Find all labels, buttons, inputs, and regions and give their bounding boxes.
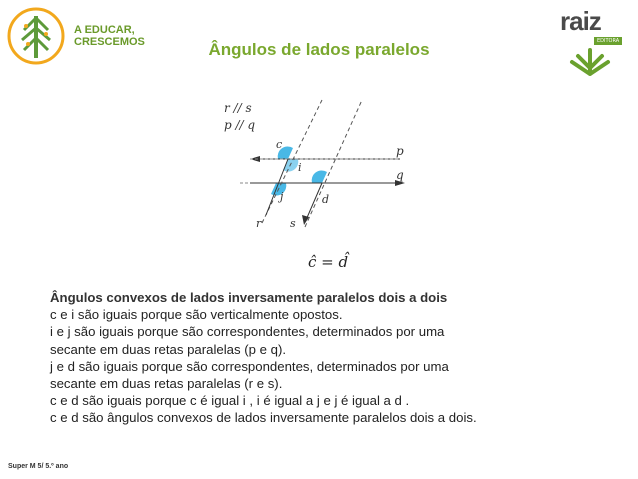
label-s: s: [290, 217, 296, 230]
text-heading: Ângulos convexos de lados inversamente paralelos dois a dois: [50, 290, 448, 305]
label-p: p: [396, 144, 404, 158]
explanation-text: [50, 289, 610, 427]
text-line-7: c e d são ângulos convexos de lados inversamente paralelos dois a dois.: [50, 410, 477, 426]
label-q: q: [396, 168, 404, 182]
label-rel-pq: p // q: [224, 118, 256, 132]
raiz-wordmark: raiz: [560, 6, 601, 36]
text-line-3: secante em duas retas paralelas (p e q).: [50, 341, 287, 357]
equation-c-equals-d: ĉ = d̂: [308, 253, 349, 271]
editora-label: EDITORA: [594, 37, 622, 45]
angle-d-highlight: [312, 170, 327, 183]
page-title: Ângulos de lados paralelos: [208, 40, 430, 59]
line-s: [305, 100, 362, 227]
text-line-1: c e i são iguais porque são verticalmente opostos.: [50, 307, 343, 323]
text-line-4: j e d são iguais porque são correspondentes, determinados por uma: [50, 358, 449, 374]
brand-line-2: CRESCEMOS: [74, 36, 145, 48]
label-i: i: [298, 161, 302, 174]
text-line-2: i e j são iguais porque são correspondentes, determinados por uma: [50, 324, 445, 340]
parallel-lines-figure: [210, 95, 420, 275]
label-r: r: [256, 217, 262, 230]
brand-line-1: A EDUCAR,: [74, 24, 135, 36]
label-c: c: [276, 138, 283, 151]
text-line-6: c e d são iguais porque c é igual i , i é igual a j e j é igual a d .: [50, 393, 410, 409]
footer-label: Super M 5/ 5.º ano: [8, 463, 69, 470]
label-rel-rs: r // s: [224, 101, 252, 115]
label-j: j: [280, 190, 284, 203]
label-d: d: [322, 193, 330, 206]
text-line-5: secante em duas retas paralelas (r e s).: [50, 376, 283, 392]
